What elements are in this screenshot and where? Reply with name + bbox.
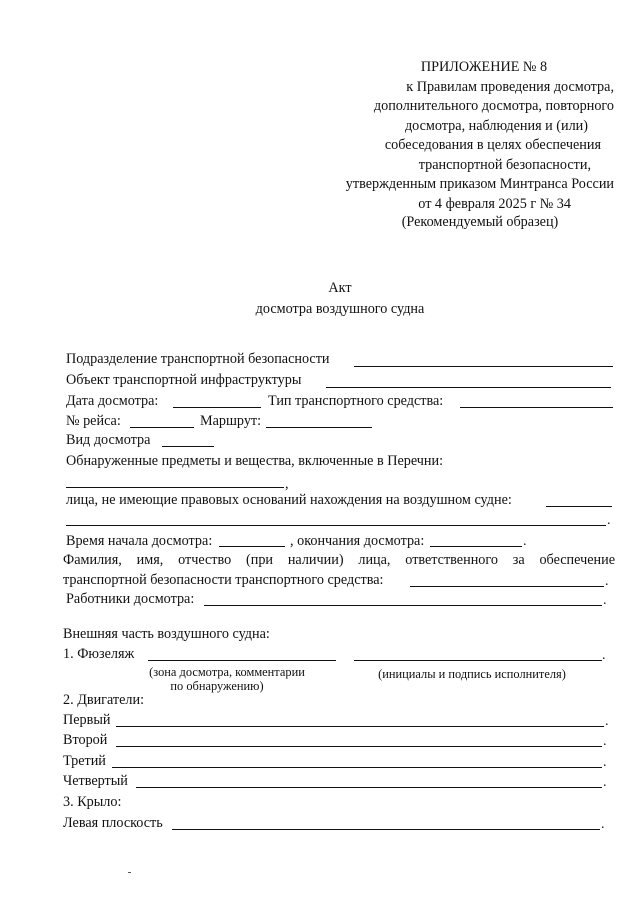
fuselage-label: 1. Фюзеляж	[63, 646, 135, 662]
exterior-heading: Внешняя часть воздушного судна:	[63, 626, 270, 642]
inspection-workers-label: Работники досмотра:	[66, 591, 195, 607]
act-title: Акт	[328, 280, 352, 296]
persons-period: .	[607, 513, 611, 528]
security-unit-field[interactable]	[354, 366, 613, 367]
flight-number-label: № рейса:	[66, 413, 121, 429]
responsible-person-label-text: Фамилия, имя, отчество (при наличии) лица, ответственного за обеспечение	[63, 552, 615, 568]
responsible-period: .	[605, 574, 609, 589]
engine-fourth-label: Четвертый	[63, 773, 128, 789]
scan-speck	[128, 872, 131, 873]
inspection-date-field[interactable]	[173, 407, 261, 408]
route-field[interactable]	[266, 427, 372, 428]
found-items-label: Обнаруженные предметы и вещества, включенные в Перечни:	[66, 453, 444, 469]
end-time-label: , окончания досмотра:	[290, 533, 425, 549]
persons-without-grounds-field-continued[interactable]	[66, 525, 606, 526]
flight-number-field[interactable]	[130, 427, 194, 428]
infrastructure-object-label: Объект транспортной инфраструктуры	[66, 372, 302, 388]
engine-first-period: .	[605, 714, 609, 729]
engine-third-field[interactable]	[112, 767, 602, 768]
caption-zone-line-1: (зона досмотра, комментарии	[149, 665, 305, 679]
start-time-field[interactable]	[219, 546, 285, 547]
appendix-line-3: досмотра, наблюдения и (или)	[404, 117, 588, 134]
responsible-person-field[interactable]	[410, 586, 604, 587]
appendix-line-7: от 4 февраля 2025 г № 34	[418, 195, 571, 212]
engine-second-label: Второй	[63, 732, 108, 748]
fuselage-period: .	[602, 648, 606, 663]
engine-second-field[interactable]	[116, 746, 602, 747]
left-plane-period: .	[601, 817, 605, 832]
appendix-line-5: транспортной безопасности,	[418, 156, 591, 173]
responsible-person-label-line-2: транспортной безопасности транспортного средства:	[63, 572, 384, 588]
appendix-title: ПРИЛОЖЕНИЕ № 8	[420, 59, 548, 75]
engine-third-period: .	[603, 755, 607, 770]
inspection-kind-label: Вид досмотра	[66, 432, 151, 448]
engine-first-field[interactable]	[116, 726, 604, 727]
workers-period: .	[603, 593, 607, 608]
inspection-workers-field[interactable]	[204, 605, 602, 606]
start-time-label: Время начала досмотра:	[66, 533, 213, 549]
engines-heading: 2. Двигатели:	[63, 692, 145, 708]
appendix-block	[314, 58, 614, 214]
fuselage-signature-field[interactable]	[354, 660, 602, 661]
left-plane-label: Левая плоскость	[63, 815, 163, 831]
engine-second-period: .	[603, 734, 607, 749]
engine-fourth-field[interactable]	[136, 787, 602, 788]
recommended-sample-note: (Рекомендуемый образец)	[401, 214, 559, 230]
wing-heading: 3. Крыло:	[63, 794, 122, 810]
act-subtitle: досмотра воздушного судна	[255, 301, 425, 317]
vehicle-type-field[interactable]	[460, 407, 613, 408]
appendix-line-1: к Правилам проведения досмотра,	[406, 78, 614, 95]
persons-without-grounds-label: лица, не имеющие правовых оснований нахождения на воздушном судне:	[66, 492, 512, 508]
found-items-field[interactable]	[66, 487, 284, 488]
vehicle-type-label: Тип транспортного средства:	[268, 393, 444, 409]
persons-without-grounds-field[interactable]	[546, 506, 612, 507]
end-time-period: .	[523, 534, 527, 549]
inspection-kind-field[interactable]	[162, 446, 214, 447]
appendix-line-6: утвержденным приказом Минтранса России	[345, 176, 614, 192]
security-unit-label: Подразделение транспортной безопасности	[66, 351, 330, 367]
responsible-person-label-line-1	[63, 553, 615, 567]
engine-first-label: Первый	[63, 712, 111, 728]
appendix-line-4: собеседования в целях обеспечения	[384, 137, 601, 153]
infrastructure-object-field[interactable]	[326, 387, 611, 388]
found-items-comma: ,	[285, 476, 289, 492]
engine-fourth-period: .	[603, 775, 607, 790]
end-time-field[interactable]	[430, 546, 522, 547]
fuselage-zone-field[interactable]	[148, 660, 336, 661]
appendix-line-2: дополнительного досмотра, повторного	[373, 98, 614, 114]
engine-third-label: Третий	[63, 753, 106, 769]
route-label: Маршрут:	[200, 413, 262, 429]
inspection-date-label: Дата досмотра:	[66, 393, 159, 409]
caption-signature: (инициалы и подпись исполнителя)	[378, 667, 566, 681]
left-plane-field[interactable]	[172, 829, 600, 830]
caption-zone-line-2: по обнаружению)	[170, 679, 264, 693]
